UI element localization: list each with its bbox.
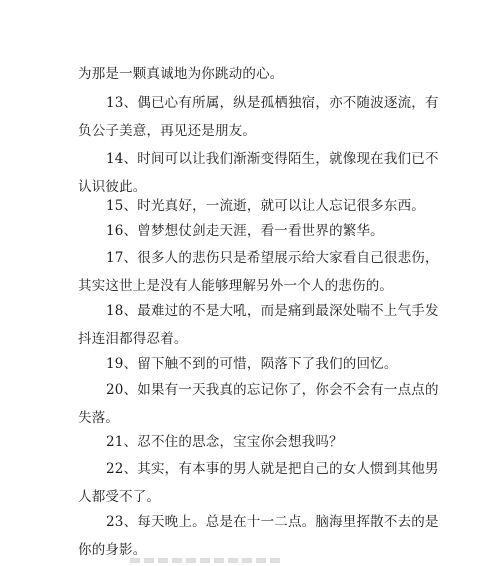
paragraph-22: [78, 455, 439, 511]
paragraph-23: [78, 508, 439, 564]
paragraph-13: [78, 89, 439, 145]
text-line: 16、曾梦想仗剑走天涯，看一看世界的繁华。: [106, 223, 384, 239]
paragraph-18: [78, 297, 439, 353]
text-line: 认识彼此。: [78, 179, 147, 195]
text-line: 13、偶已心有所属，纵是孤栖独宿，亦不随波逐流，有: [106, 95, 439, 111]
paragraph-17: [78, 244, 439, 300]
text-line: 负公子美意，再见还是朋友。: [78, 123, 257, 139]
paragraph-15: [78, 192, 428, 220]
text-line: 19、留下触不到的可惜，陨落下了我们的回忆。: [106, 356, 398, 372]
cut-off-next-line: [130, 558, 280, 566]
text-line: 14、时间可以让我们渐渐变得陌生，就像现在我们已不: [106, 151, 439, 167]
text-line: 15、时光真好，一流逝，就可以让人忘记很多东西。: [106, 198, 425, 214]
text-line: 为那是一颗真诚地为你跳动的心。: [78, 66, 284, 82]
text-line: 17、很多人的悲伤只是希望展示给大家看自己很悲伤，: [106, 250, 439, 266]
paragraph-12-continuation: [78, 60, 428, 88]
text-line: 人都受不了。: [78, 489, 161, 505]
paragraph-16: [78, 217, 428, 245]
text-line: 22、其实，有本事的男人就是把自己的女人惯到其他男: [106, 461, 439, 477]
text-line: 失落。: [78, 410, 120, 426]
paragraph-19: [78, 350, 428, 378]
text-line: 其实这世上是没有人能够理解另外一个人的悲伤的。: [78, 278, 394, 294]
paragraph-20: [78, 376, 439, 432]
text-line: 21、忍不住的思念，宝宝你会想我吗？: [106, 434, 343, 450]
text-line: 23、每天晚上。总是在十一二点。脑海里挥散不去的是: [106, 514, 439, 530]
text-line: 抖连泪都得忍着。: [78, 331, 188, 347]
text-line: 18、最难过的不是大吼，而是痛到最深处喘不上气手发: [106, 303, 439, 319]
text-line: 你的身影。: [78, 542, 147, 558]
paragraph-21: [78, 428, 428, 456]
text-line: 20、如果有一天我真的忘记你了，你会不会有一点点的: [106, 382, 439, 398]
